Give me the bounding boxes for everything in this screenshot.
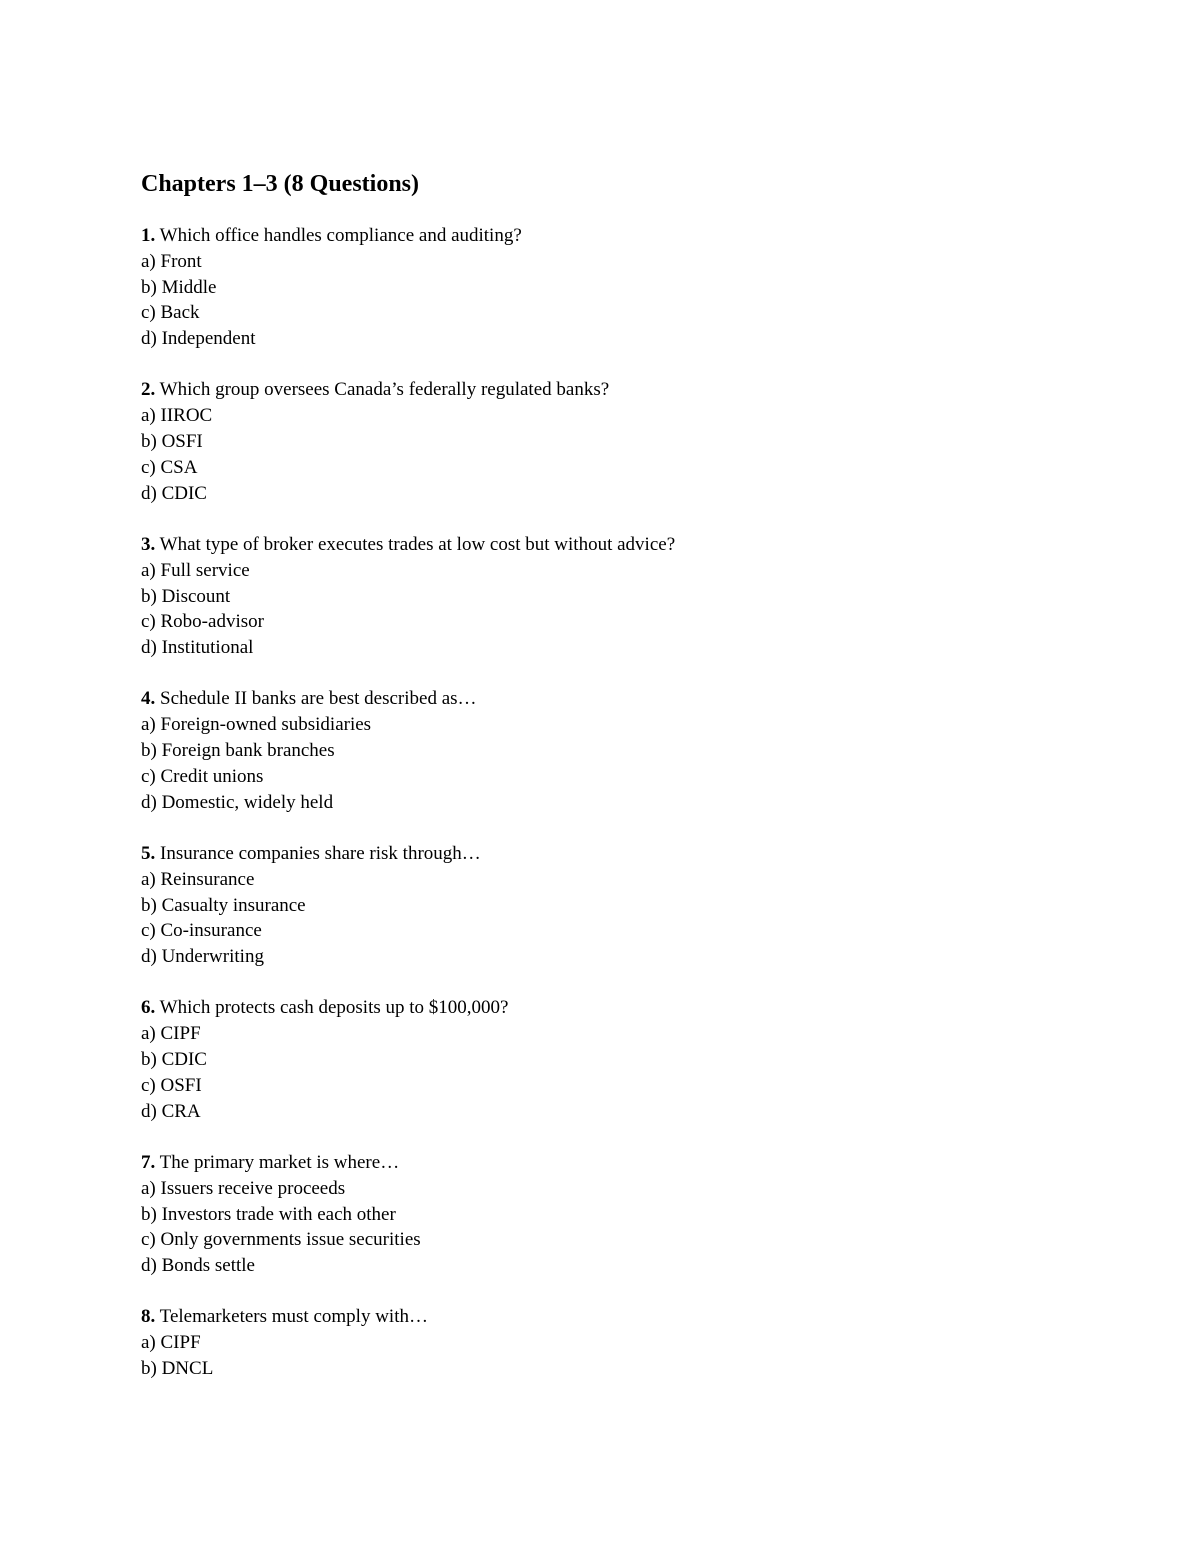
answer-option: a) IIROC <box>141 405 213 427</box>
answer-option: c) Only governments issue securities <box>141 1229 421 1251</box>
question-number: 3. <box>141 533 156 555</box>
question-prompt <box>141 686 1101 712</box>
question-text: Insurance companies share risk through… <box>160 842 481 864</box>
question-text: Which group oversees Canada’s federally regulated banks? <box>159 379 610 401</box>
question-prompt <box>141 223 1101 249</box>
question-text: Schedule II banks are best described as… <box>160 688 477 710</box>
section-heading: Chapters 1–3 (8 Questions) <box>141 171 420 197</box>
answer-option: d) CDIC <box>141 482 207 504</box>
question-prompt <box>141 995 1101 1021</box>
answer-option: d) Institutional <box>141 637 254 659</box>
question-prompt <box>141 377 1101 403</box>
answer-option: c) Back <box>141 302 200 324</box>
answer-option: c) OSFI <box>141 1074 202 1096</box>
question-prompt <box>141 1150 1101 1176</box>
answer-option: d) Domestic, widely held <box>141 791 334 813</box>
question-prompt <box>141 532 1101 558</box>
question-text: What type of broker executes trades at low cost but without advice? <box>159 533 676 555</box>
answer-option: b) Discount <box>141 585 231 607</box>
question-text: Which office handles compliance and auditing? <box>159 225 522 246</box>
question-text: Which protects cash deposits up to $100,000? <box>159 997 509 1019</box>
question-number: 7. <box>141 1151 156 1173</box>
question-7 <box>141 1150 1101 1279</box>
answer-option: a) Full service <box>141 559 250 581</box>
answer-option: a) Foreign-owned subsidiaries <box>141 714 372 736</box>
answer-option: a) CIPF <box>141 1332 201 1354</box>
answer-option: c) Robo-advisor <box>141 611 264 633</box>
answer-option: d) Bonds settle <box>141 1255 255 1277</box>
question-number: 8. <box>141 1306 156 1328</box>
question-prompt <box>141 1304 1101 1330</box>
answer-option: d) Independent <box>141 328 256 350</box>
answer-option: b) OSFI <box>141 431 203 453</box>
answer-option: a) Front <box>141 250 202 272</box>
document-page <box>141 168 1101 1407</box>
answer-option: c) Co-insurance <box>141 920 262 942</box>
answer-option: c) CSA <box>141 456 198 478</box>
question-6 <box>141 995 1101 1124</box>
answer-option: d) Underwriting <box>141 946 264 968</box>
answer-option: b) CDIC <box>141 1049 207 1071</box>
question-4 <box>141 686 1101 815</box>
question-number: 6. <box>141 997 156 1019</box>
question-number: 1. <box>141 225 156 246</box>
question-text: Telemarketers must comply with… <box>159 1306 428 1328</box>
answer-option: b) DNCL <box>141 1357 214 1379</box>
question-number: 4. <box>141 688 156 710</box>
answer-option: b) Foreign bank branches <box>141 740 335 762</box>
answer-option: b) Investors trade with each other <box>141 1203 396 1225</box>
question-text: The primary market is where… <box>159 1151 400 1173</box>
question-8 <box>141 1304 1101 1381</box>
answer-option: a) Issuers receive proceeds <box>141 1177 346 1199</box>
answer-option: a) CIPF <box>141 1023 201 1045</box>
answer-option: b) Casualty insurance <box>141 894 306 916</box>
question-number: 2. <box>141 379 156 401</box>
question-2 <box>141 377 1101 506</box>
answer-option: b) Middle <box>141 276 217 298</box>
question-1 <box>141 223 1101 352</box>
question-5 <box>141 841 1101 970</box>
question-3 <box>141 532 1101 661</box>
answer-option: c) Credit unions <box>141 765 264 787</box>
question-number: 5. <box>141 842 156 864</box>
question-prompt <box>141 841 1101 867</box>
answer-option: d) CRA <box>141 1100 201 1122</box>
answer-option: a) Reinsurance <box>141 868 255 890</box>
